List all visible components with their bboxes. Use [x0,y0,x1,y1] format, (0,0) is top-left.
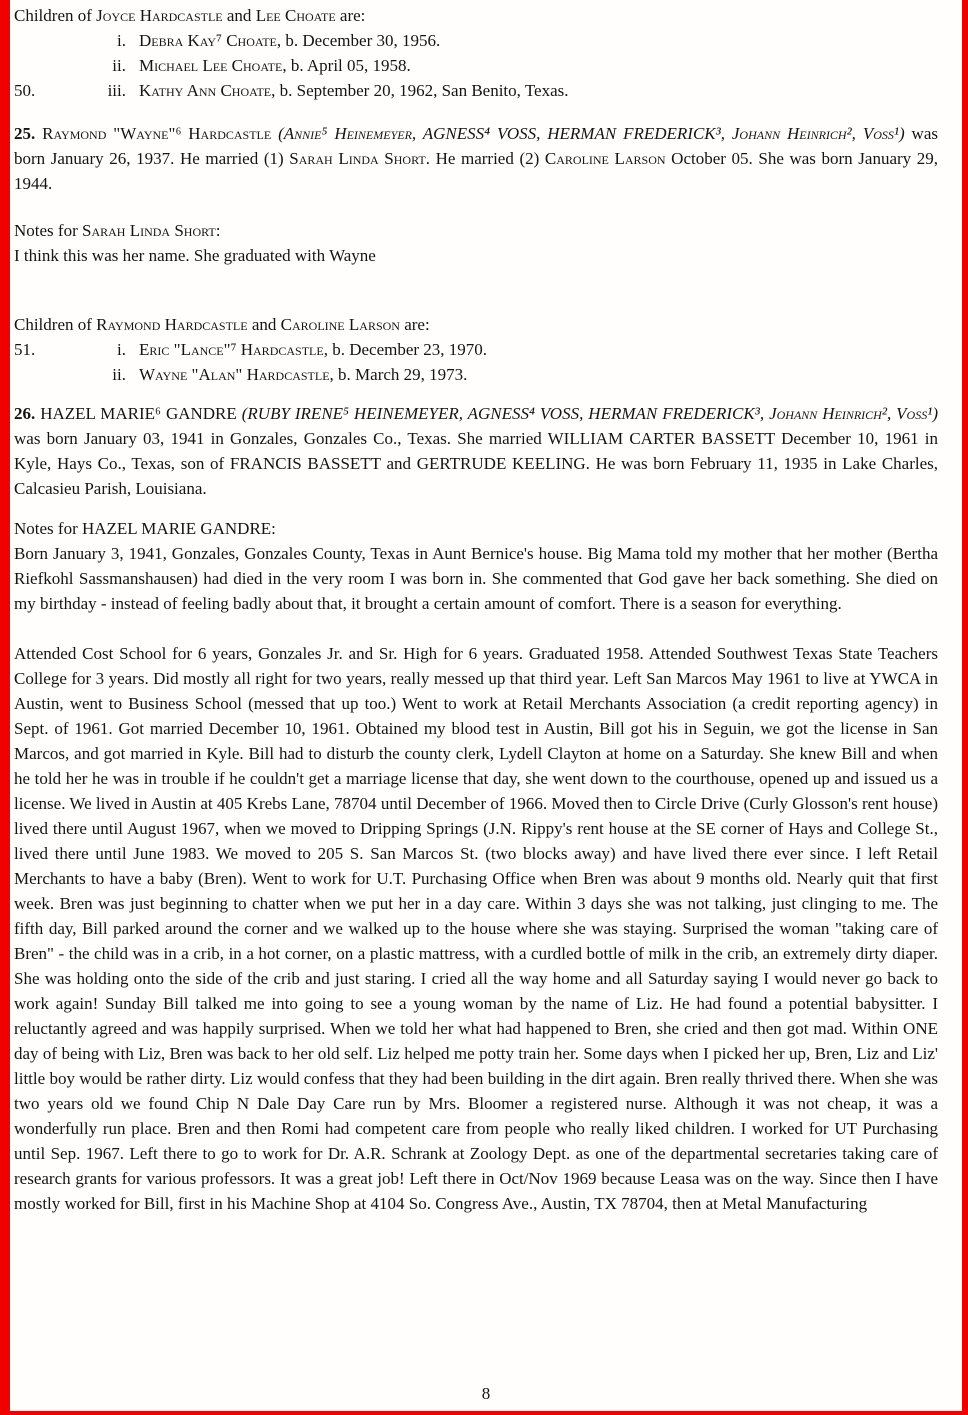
child-row [14,362,938,387]
child-row [14,78,938,103]
child-birth-info: , b. December 23, 1970. [323,340,488,359]
child-entry [139,362,938,387]
child-entry [139,53,938,78]
child-name: Wayne "Alan" Hardcastle [139,365,330,384]
child-number: 50. [14,81,36,100]
body-text: October 05. She was born January 29, 1944. [14,149,939,193]
heading-text: and [247,315,281,334]
child-name: Kathy Ann Choate [139,81,272,100]
child-birth-info: , b. September 20, 1962, San Benito, Texas. [271,81,569,100]
person-name: Raymond "Wayne"⁶ Hardcastle [35,124,279,143]
child-roman-numeral: ii. [112,56,126,75]
parent-name: Raymond Hardcastle [96,315,248,334]
child-birth-info: , b. April 05, 1958. [282,56,411,75]
notes-paragraph-1: Born January 3, 1941, Gonzales, Gonzales County, Texas in Aunt Bernice's house. Big Mama told my mother that her mother (Bertha Riefkohl Sassmanshausen) had died in the very room I was born in. She commented that God gave her back something. She died on my birthday - instead of feeling badly about that, it brought a certain amount of comfort. There is a season for everything. [14,544,938,613]
child-entry [139,28,938,53]
page-content [10,0,962,1216]
page-number: 8 [481,1384,491,1403]
parent-name: Caroline Larson [280,315,400,334]
person-number: 25. [14,124,36,143]
child-number [14,28,96,53]
notes-prefix: Notes for [14,221,82,240]
person-number: 26. [14,404,36,423]
notes-person-name: Sarah Linda Short [81,221,216,240]
lineage: Johann Heinrich², Voss¹) [769,404,938,423]
child-row [14,337,938,362]
heading-text: Children of [14,6,97,25]
heading-text: and [222,6,256,25]
child-entry [139,78,938,103]
heading-text: are: [335,6,366,25]
children-heading-joyce [14,3,938,28]
body-text: . He married (2) [425,149,545,168]
child-row [14,28,938,53]
child-name: Michael Lee Choate [139,56,283,75]
spouse-name: Caroline Larson [544,149,666,168]
body-text: was born January 03, 1941 in Gonzales, Gonzales Co., Texas. She married WILLIAM CARTER BASSETT December 10, 1961 in Kyle, Hays Co., Texas, son of FRANCIS BASSETT and GERTRUDE KEELING. He was born February 11, 1935 in Lake Charles, Calcasieu Parish, Louisiana. [14,429,938,498]
child-entry [139,337,938,362]
lineage: (Annie⁵ Heinemeyer, AGNESS⁴ VOSS, HERMAN FREDERICK³, Johann Heinrich², Voss¹) [278,124,905,143]
notes-heading-hazel: Notes for HAZEL MARIE GANDRE: [14,519,276,538]
person-name: HAZEL MARIE⁶ GANDRE [35,404,242,423]
child-birth-info: , b. March 29, 1973. [329,365,468,384]
child-birth-info: , b. December 30, 1956. [276,31,441,50]
notes-paragraph-2: Attended Cost School for 6 years, Gonzales Jr. and Sr. High for 6 years. Graduated 1958. Attended Southwest Texas State Teachers College for 3 years. Did mostly all right for two years, really messed up that third year. Left San Marcos May 1961 to live at YWCA in Austin, went to Business School (messed that up too.) Went to work at Retail Merchants Association (a credit reporting agency) in Sept. of 1961. Got married December 10, 1961. Obtained my blood test in Austin, Bill got his in Seguin, we got the license in San Marcos, and got married in Kyle. Bill had to disturb the county clerk, Lydell Clayton at home on a Saturday. She knew Bill and when he told her he was in trouble if he couldn't get a marriage license that day, she went down to the courthouse, opened up and issued us a license. We lived in Austin at 405 Krebs Lane, 78704 until December of 1966. Moved then to Circle Drive (Curly Glosson's rent house) lived there until August 1967, when we moved to Dripping Springs (J.N. Rippy's rent house at the SE corner of Hays and College St., lived there until June 1983. We moved to 205 S. San Marcos St. (two blocks away) and have lived there ever since. I left Retail Merchants to have a baby (Bren). Went to work for U.T. Purchasing Office when Bren was about 9 months old. Nearly quit that first week. Bren was just beginning to chatter when we put her in a day care. Within 3 days she was not talking, just clinging to me. The fifth day, Bill parked around the corner and we walked up to the house where she was staying. Surprised the woman "taking care of Bren" - the child was in a crib, in a hot corner, on a plastic mattress, with a curdled bottle of milk in the crib, an extremely dirty diaper. She was holding onto the side of the crib and just staring. I cried all the way home and all Saturday saying I would never go back to work again! Sunday Bill talked me into going to see a young woman by the name of Liz. He had found a potential babysitter. I reluctantly agreed and was happily surprised. When we told her what had happened to Bren, she cried and then got mad. Within ONE day of being with Liz, Bren was back to her old self. Liz helped me potty train her. Some days when I picked her up, Bren, Liz and Liz' little boy would be rather dirty. Liz would confess that they had been building in the dirt again. Bren really thrived there. When she was two years old we found Chip N Dale Day Care run by Mrs. Bloomer a registered nurse. Although it was not cheap, it was a wonderfully run place. Bren and then Romi had competent care from people who really liked children. I worked for UT Purchasing until Sep. 1967. Left there to go to work for Dr. A.R. Schrank at Zoology Dept. as one of the departmental secretaries taking care of research grants for various professors. It was a great job! Left there in Oct/Nov 1969 because Leasa was on the way. Since then I have mostly worked for Bill, first in his Machine Shop at 4104 So. Congress Ave., Austin, TX 78704, then at Metal Manufacturing [14,644,938,1213]
notes-colon: : [215,221,221,240]
children-heading-raymond [14,312,938,337]
child-roman-numeral: i. [117,31,126,50]
child-row [14,53,938,78]
parent-name: Lee Choate [255,6,336,25]
notes-heading [14,218,938,243]
spouse-name: Sarah Linda Short [289,149,426,168]
body-text: was born January 26, 1937. He married (1) [14,124,938,168]
children-list-joyce [14,28,938,103]
child-name: Eric "Lance"⁷ Hardcastle [139,340,324,359]
lineage: (RUBY IRENE⁵ HEINEMEYER, AGNESS⁴ VOSS, HERMAN FREDERICK³, [241,404,770,423]
person-entry-26 [14,401,938,501]
children-list-raymond [14,337,938,387]
notes-block-sarah [14,218,938,268]
child-roman-numeral: i. [117,340,126,359]
child-roman-numeral: ii. [112,365,126,384]
child-name: Debra Kay⁷ Choate [139,31,277,50]
child-number [14,362,96,387]
person-entry-25 [14,121,938,196]
child-number [14,53,96,78]
child-roman-numeral: iii. [107,81,126,100]
heading-text: are: [399,315,430,334]
notes-body: I think this was her name. She graduated with Wayne [14,246,376,265]
child-number: 51. [14,340,36,359]
parent-name: Joyce Hardcastle [96,6,223,25]
heading-text: Children of [14,315,97,334]
